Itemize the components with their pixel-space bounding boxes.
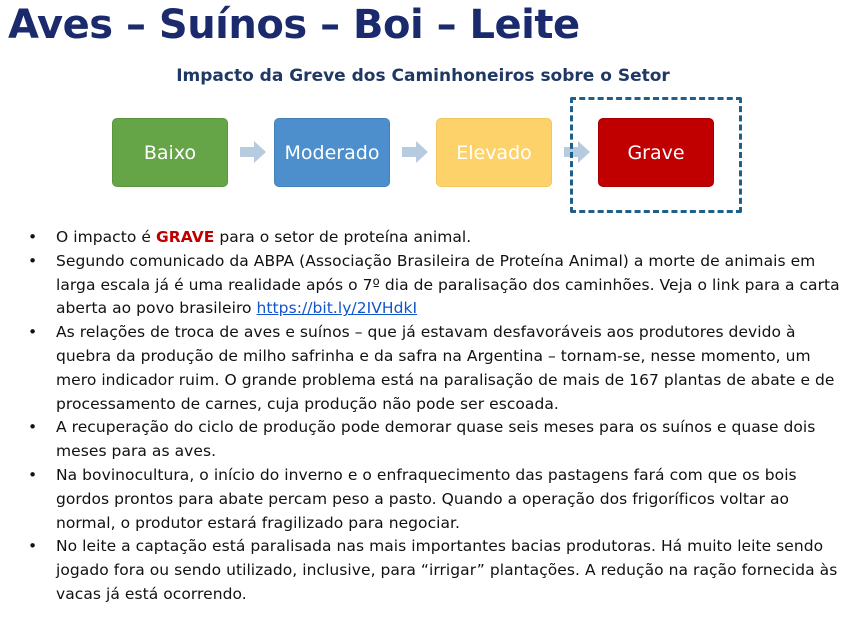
bullet-dot-icon: •	[28, 418, 38, 437]
bullet-item	[24, 250, 842, 321]
bullet-item	[24, 226, 842, 250]
slide-title: Aves – Suínos – Boi – Leite	[8, 2, 580, 48]
chart-subtitle: Impacto da Greve dos Caminhoneiros sobre o Setor	[176, 66, 670, 86]
bullet-text: Segundo comunicado da ABPA (Associação Brasileira de Proteína Animal) a morte de animais em larga escala já é uma realidade após o 7º dia de paralisação dos caminhões. Veja o link para a carta aberta ao povo brasileiro	[56, 251, 840, 318]
bullet-item	[24, 416, 842, 464]
level-box-elevado: Elevado	[436, 118, 552, 187]
bullet-text: O impacto é	[56, 228, 156, 246]
grave-highlight-frame	[570, 97, 742, 213]
bullet-text: As relações de troca de aves e suínos – que já estavam desfavoráveis aos produtores devido à quebra da produção de milho safrinha e da safra na Argentina – tornam-se, nesse momento, um mero indicador ruim. O grande problema está na paralisação de mais de 167 plantas de abate e de processamento de carnes, cuja produção não pode ser escoada.	[56, 323, 835, 413]
level-box-baixo: Baixo	[112, 118, 228, 187]
bullet-dot-icon: •	[28, 228, 38, 246]
bullet-list	[24, 226, 842, 607]
grave-emphasis: GRAVE	[155, 228, 215, 246]
bullet-dot-icon: •	[28, 323, 38, 342]
bullet-text: para o setor de proteína animal.	[214, 228, 472, 246]
bullet-text: No leite a captação está paralisada nas mais importantes bacias produtoras. Há muito leite sendo jogado fora ou sendo utilizado, inclusive, para “irrigar” plantações. A redução na ração fornecida às vacas já está ocorrendo.	[56, 537, 838, 603]
bullet-item	[24, 464, 842, 535]
chevron-right-icon	[240, 141, 266, 163]
bullet-item	[24, 321, 842, 416]
bullet-dot-icon: •	[28, 465, 38, 484]
bullet-text: A recuperação do ciclo de produção pode demorar quase seis meses para os suínos e quase dois meses para as aves.	[56, 418, 816, 461]
bullet-dot-icon: •	[28, 251, 38, 270]
open-letter-link[interactable]: https://bit.ly/2IVHdkI	[256, 299, 418, 318]
chevron-right-icon	[402, 141, 428, 163]
bullet-dot-icon: •	[28, 537, 38, 556]
level-box-grave: Grave	[598, 118, 714, 187]
bullet-text: Na bovinocultura, o início do inverno e o enfraquecimento das pastagens fará com que os bois gordos prontos para abate percam peso a pasto. Quando a operação dos frigoríficos voltar ao normal, o produtor estará fragilizado para negociar.	[56, 465, 797, 532]
bullet-item	[24, 535, 842, 606]
level-box-moderado: Moderado	[274, 118, 390, 187]
